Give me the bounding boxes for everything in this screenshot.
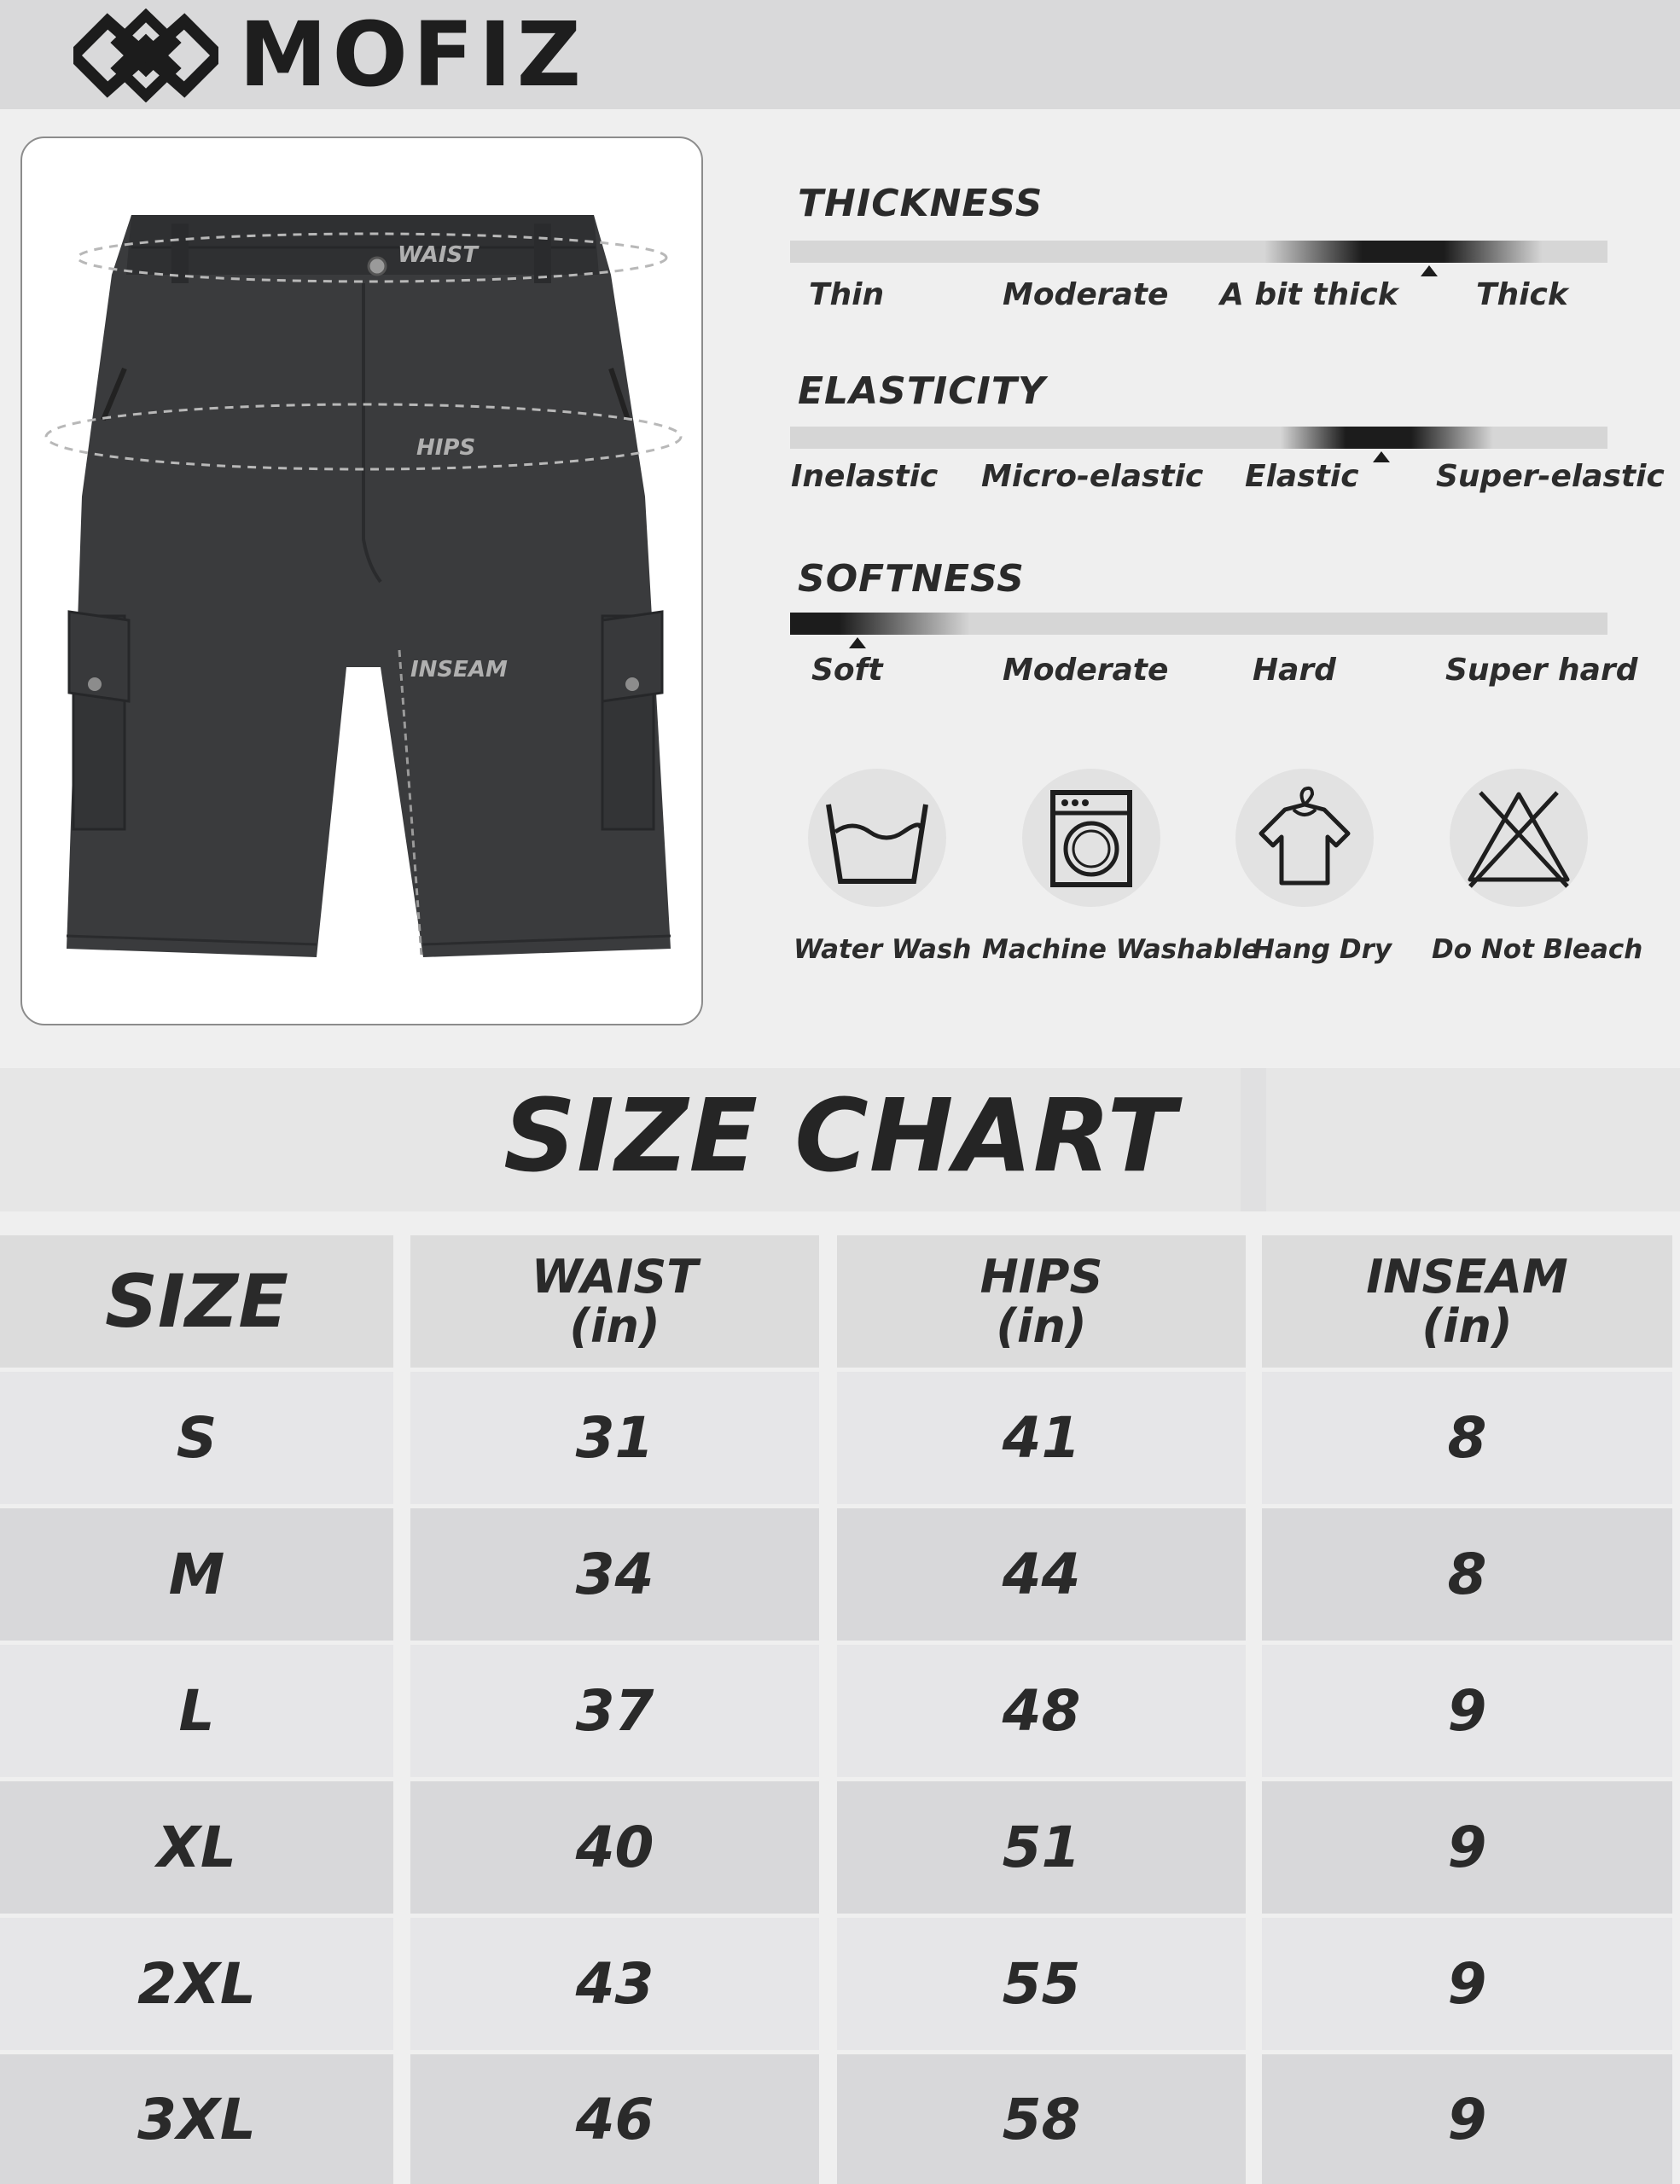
hips-column-header (837, 1235, 1246, 1368)
table-cell: 8 (1262, 1372, 1672, 1504)
softness-label-moderate: Moderate (1003, 653, 1169, 688)
inseam-header-label: INSEAM (1366, 1249, 1568, 1304)
thickness-label-thick: Thick (1476, 277, 1568, 312)
table-cell: 2XL (0, 1918, 393, 2050)
size-header-label: SIZE (104, 1258, 289, 1345)
do-not-bleach-icon (1450, 769, 1588, 907)
thickness-title: THICKNESS (798, 182, 1043, 225)
elasticity-meter (790, 427, 1607, 449)
table-cell: 43 (410, 1918, 819, 2050)
interlocking-knot-logo-icon (73, 9, 218, 102)
hang-dry-icon (1235, 769, 1374, 907)
softness-meter (790, 613, 1607, 635)
cargo-shorts-image (22, 138, 701, 1024)
size-column-header (0, 1235, 393, 1368)
elasticity-label-super-elastic: Super-elastic (1436, 459, 1665, 494)
table-cell: 51 (837, 1781, 1246, 1914)
table-cell: 9 (1262, 2054, 1672, 2184)
waist-header-label: WAIST (531, 1249, 699, 1304)
elasticity-label-elastic: Elastic (1245, 459, 1359, 494)
table-cell: 9 (1262, 1781, 1672, 1914)
table-cell: L (0, 1645, 393, 1777)
hips-header-label: HIPS (980, 1249, 1103, 1304)
size-chart-title: SIZE CHART (503, 1077, 1177, 1194)
table-cell: 58 (837, 2054, 1246, 2184)
waist-column (410, 1235, 819, 2184)
softness-label-soft: Soft (811, 653, 883, 688)
table-cell: 44 (837, 1508, 1246, 1641)
waist-header-unit: (in) (569, 1298, 660, 1353)
table-cell: 55 (837, 1918, 1246, 2050)
table-cell: S (0, 1372, 393, 1504)
table-cell: 8 (1262, 1508, 1672, 1641)
hips-header-unit: (in) (996, 1298, 1087, 1353)
water-wash-icon (808, 769, 946, 907)
elasticity-marker (1373, 451, 1390, 462)
size-column (0, 1235, 393, 2184)
softness-title: SOFTNESS (798, 557, 1025, 601)
table-cell: 41 (837, 1372, 1246, 1504)
table-cell: 40 (410, 1781, 819, 1914)
table-cell: 3XL (0, 2054, 393, 2184)
care-label-do-not-bleach: Do Not Bleach (1432, 934, 1643, 965)
thickness-meter (790, 241, 1607, 263)
table-cell: 9 (1262, 1645, 1672, 1777)
table-cell: 34 (410, 1508, 819, 1641)
inseam-guide-label: INSEAM (410, 657, 508, 682)
table-cell: 31 (410, 1372, 819, 1504)
elasticity-label-inelastic: Inelastic (791, 459, 939, 494)
inseam-column-header (1262, 1235, 1672, 1368)
table-cell: XL (0, 1781, 393, 1914)
waist-guide-label: WAIST (398, 242, 479, 268)
thickness-label-a-bit-thick: A bit thick (1220, 277, 1398, 312)
elasticity-title: ELASTICITY (798, 369, 1046, 413)
softness-label-hard: Hard (1253, 653, 1336, 688)
inseam-column (1262, 1235, 1672, 2184)
thickness-label-thin: Thin (809, 277, 885, 312)
table-cell: 37 (410, 1645, 819, 1777)
product-photo-card (20, 136, 703, 1025)
care-label-hang-dry: Hang Dry (1253, 934, 1392, 965)
washing-machine-icon (1022, 769, 1160, 907)
waist-column-header (410, 1235, 819, 1368)
table-cell: 46 (410, 2054, 819, 2184)
table-cell: M (0, 1508, 393, 1641)
care-label-machine-washable: Machine Washable (982, 934, 1260, 965)
elasticity-label-micro-elastic: Micro-elastic (981, 459, 1204, 494)
softness-label-super-hard: Super hard (1445, 653, 1638, 688)
thickness-label-moderate: Moderate (1003, 277, 1169, 312)
care-label-water-wash: Water Wash (793, 934, 972, 965)
hips-column (837, 1235, 1246, 2184)
softness-marker (849, 637, 866, 648)
hips-guide-label: HIPS (416, 435, 476, 461)
table-cell: 9 (1262, 1918, 1672, 2050)
thickness-marker (1421, 265, 1438, 276)
table-cell: 48 (837, 1645, 1246, 1777)
inseam-header-unit: (in) (1421, 1298, 1513, 1353)
brand-name: MOFIZ (239, 3, 587, 107)
